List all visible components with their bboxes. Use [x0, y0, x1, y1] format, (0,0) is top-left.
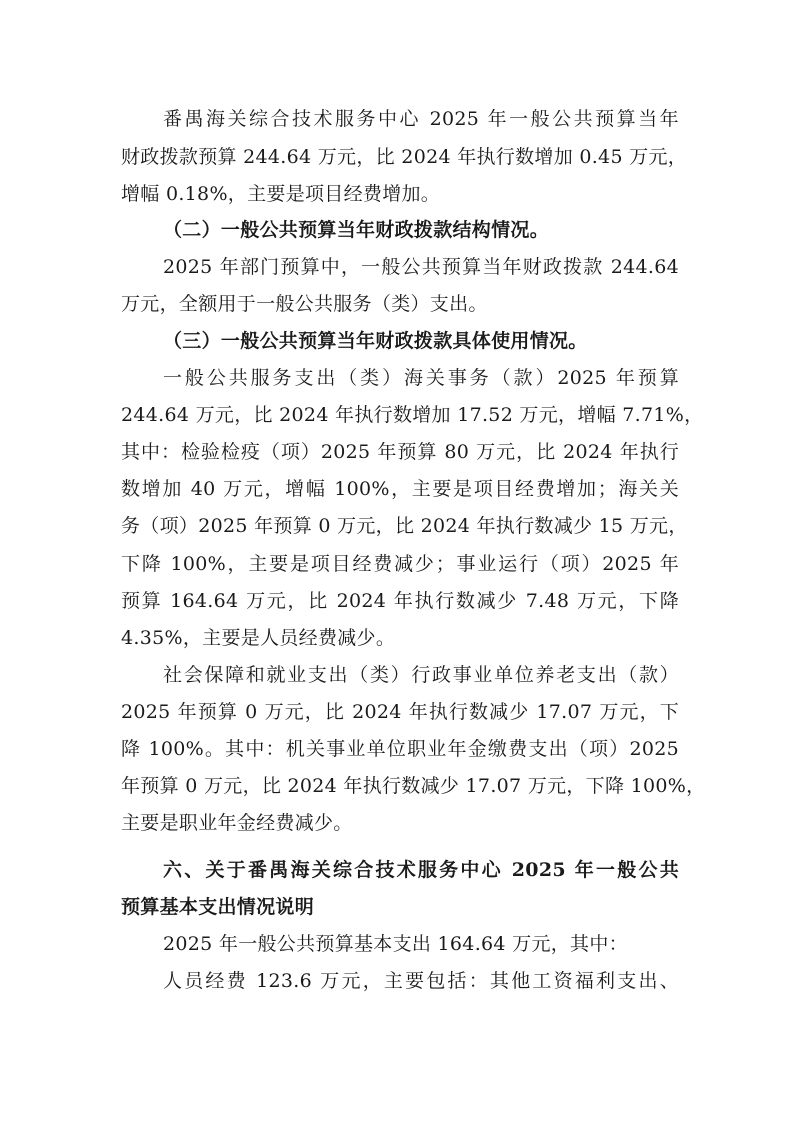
paragraph-line: 年预算 0 万元，比 2024 年执行数减少 17.07 万元，下降 100%， — [121, 775, 706, 797]
paragraph-line: 一般公共服务支出（类）海关事务（款）2025 年预算 — [163, 367, 679, 389]
paragraph-line: 数增加 40 万元，增幅 100%，主要是项目经费增加；海关关 — [121, 478, 679, 500]
paragraph-line: 2025 年一般公共预算基本支出 164.64 万元，其中： — [163, 933, 628, 955]
paragraph-line: 财政拨款预算 244.64 万元，比 2024 年执行数增加 0.45 万元， — [121, 146, 688, 168]
paragraph-line: 2025 年部门预算中，一般公共预算当年财政拨款 244.64 — [163, 256, 679, 278]
paragraph-line: 番禺海关综合技术服务中心 2025 年一般公共预算当年 — [163, 108, 679, 130]
section-heading: （二）一般公共预算当年财政拨款结构情况。 — [163, 219, 550, 241]
paragraph-line: 降 100%。其中：机关事业单位职业年金缴费支出（项）2025 — [121, 738, 679, 760]
paragraph-line: 社会保障和就业支出（类）行政事业单位养老支出（款） — [163, 664, 679, 686]
paragraph-line: 主要是职业年金经费减少。 — [121, 812, 353, 834]
paragraph-line: 其中：检验检疫（项）2025 年预算 80 万元，比 2024 年执行 — [121, 441, 679, 463]
chapter-heading: 预算基本支出情况说明 — [121, 896, 315, 918]
paragraph-line: 人员经费 123.6 万元，主要包括：其他工资福利支出、 — [163, 970, 679, 992]
chapter-heading: 六、关于番禺海关综合技术服务中心 2025 年一般公共 — [163, 859, 679, 881]
paragraph-line: 增幅 0.18%，主要是项目经费增加。 — [121, 183, 441, 205]
paragraph-line: 2025 年预算 0 万元，比 2024 年执行数减少 17.07 万元，下 — [121, 701, 679, 723]
section-heading: （三）一般公共预算当年财政拨款具体使用情况。 — [163, 330, 588, 352]
paragraph-line: 万元，全额用于一般公共服务（类）支出。 — [121, 293, 488, 315]
paragraph-line: 务（项）2025 年预算 0 万元，比 2024 年执行数减少 15 万元， — [121, 515, 688, 537]
paragraph-line: 预算 164.64 万元，比 2024 年执行数减少 7.48 万元，下降 — [121, 590, 679, 612]
paragraph-line: 244.64 万元，比 2024 年执行数增加 17.52 万元，增幅 7.71%， — [121, 404, 704, 426]
paragraph-line: 下降 100%，主要是项目经费减少；事业运行（项）2025 年 — [121, 553, 679, 575]
paragraph-line: 4.35%，主要是人员经费减少。 — [121, 627, 396, 649]
